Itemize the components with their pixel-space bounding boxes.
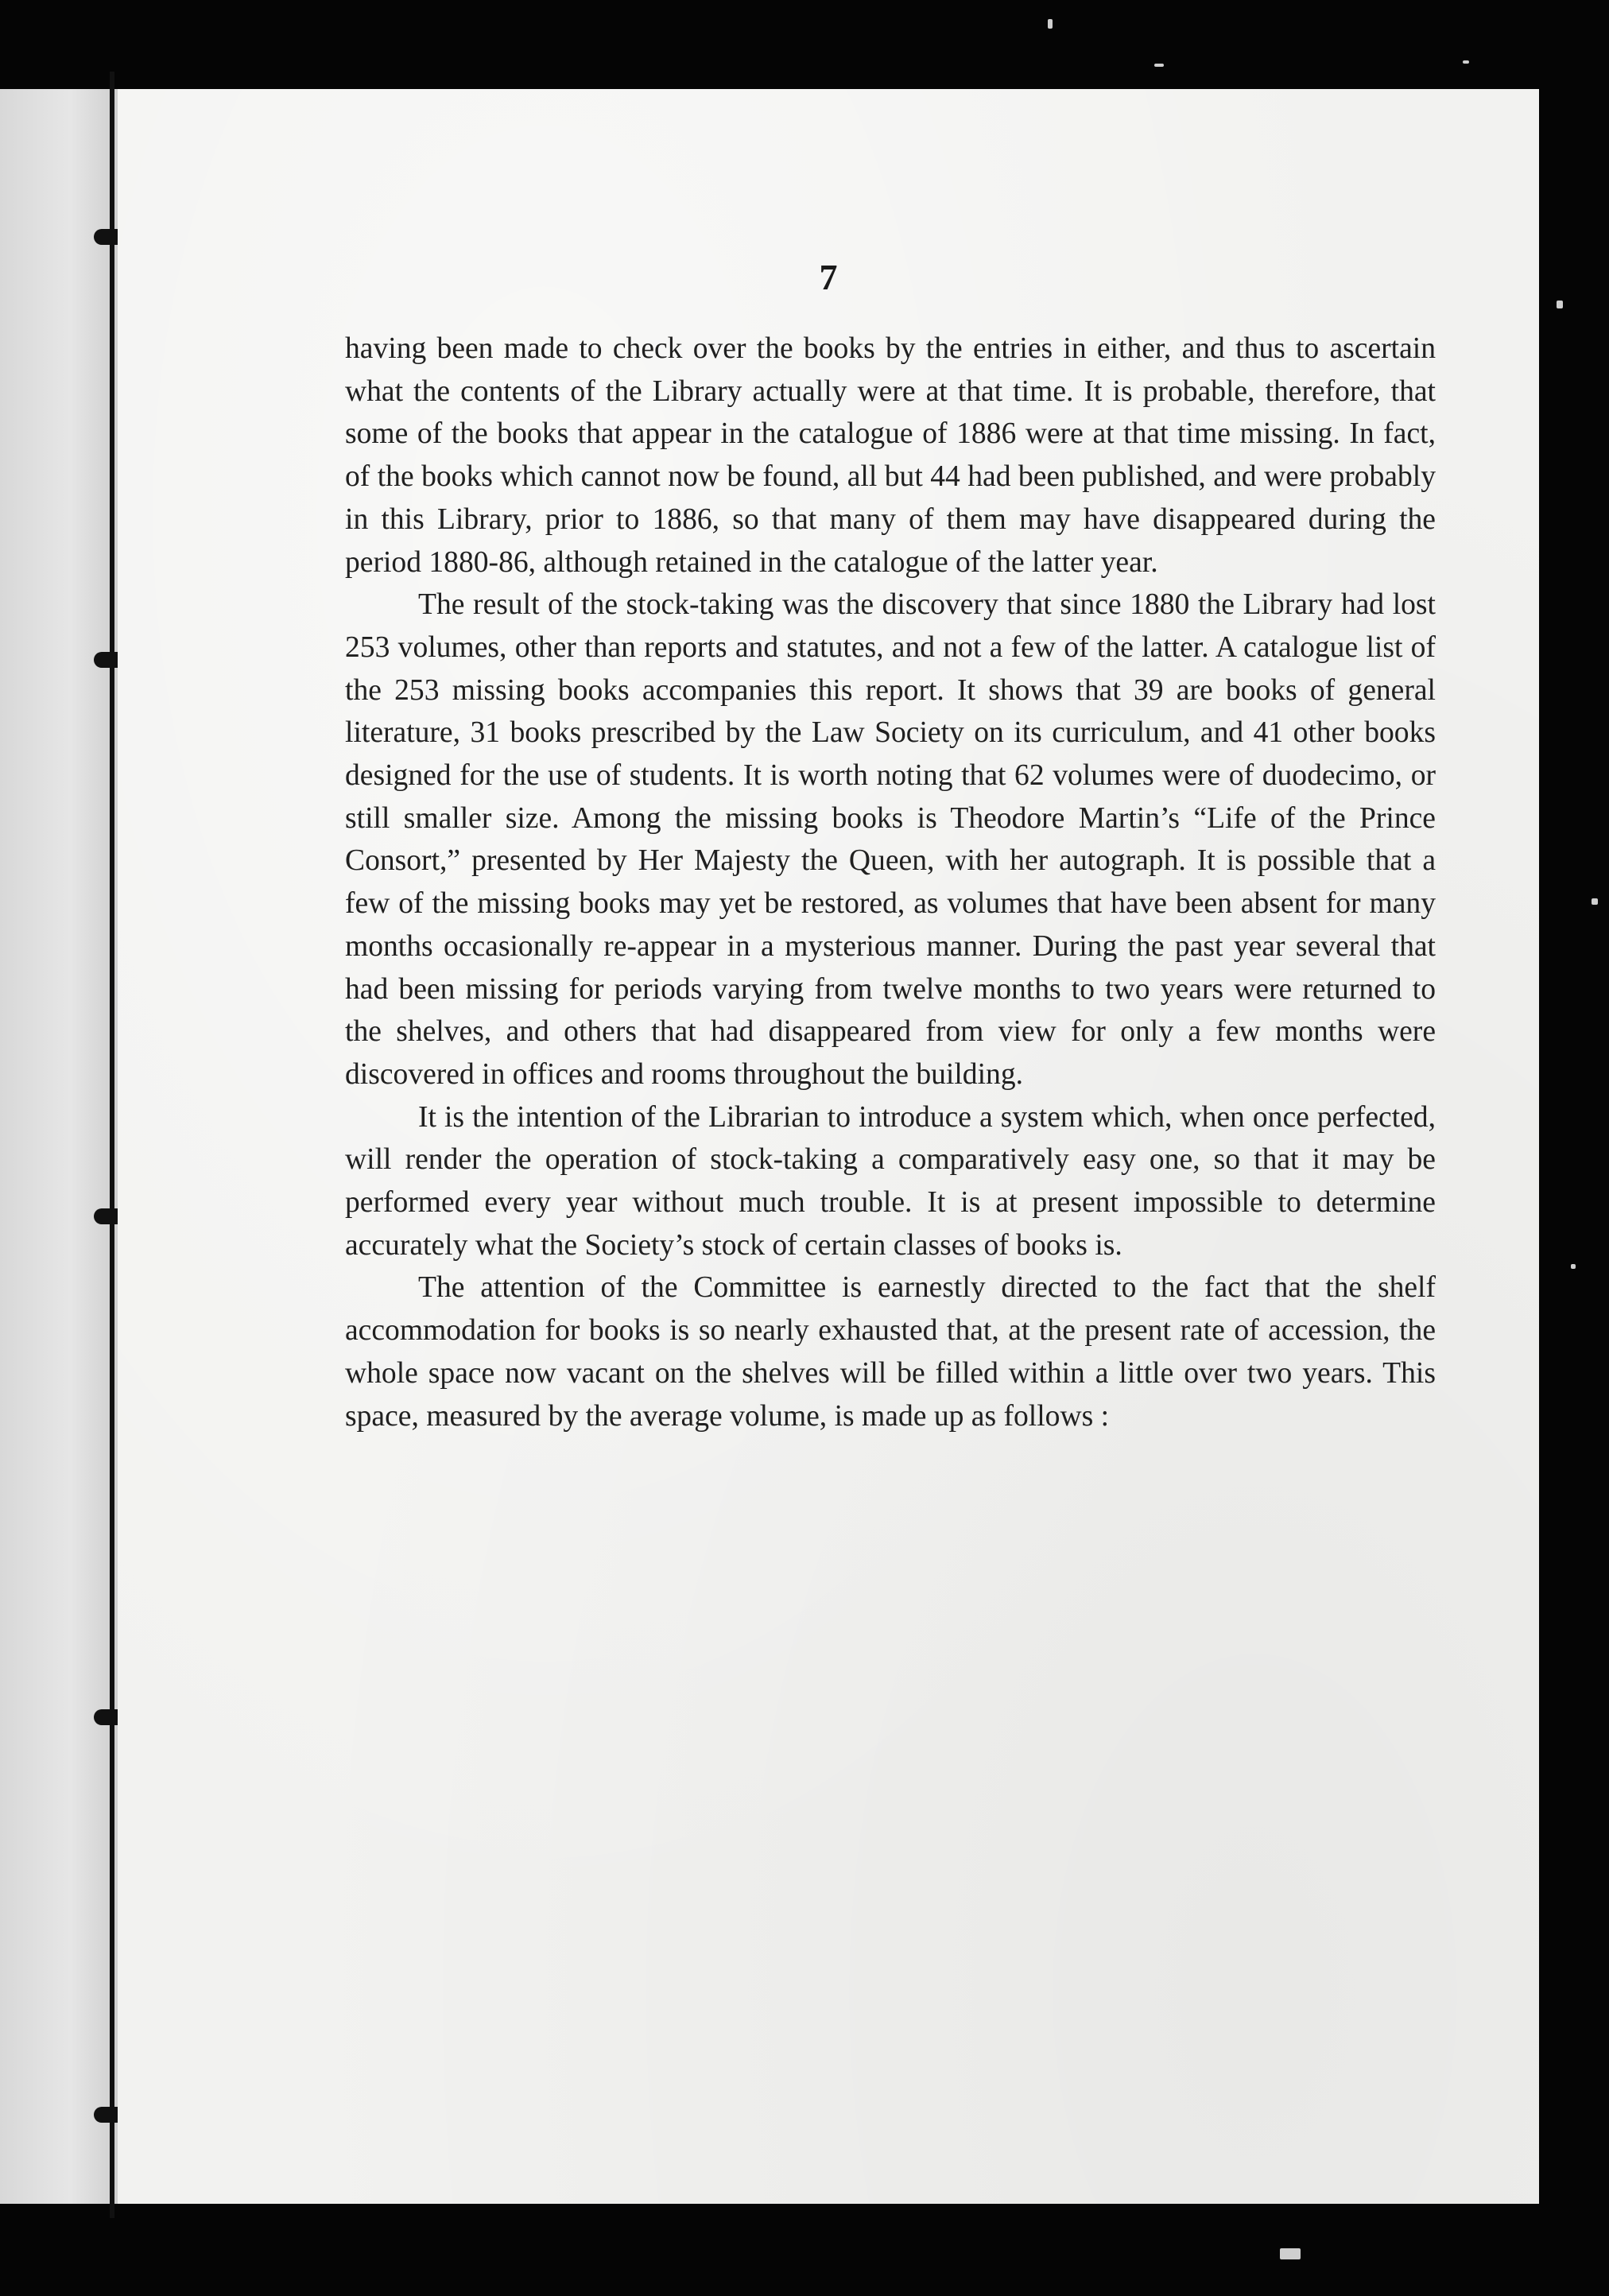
binding-edge	[110, 72, 114, 2218]
paragraph-2: The result of the stock-taking was the discovery that since 1880 the Library had lost 253 volumes, other than reports and statutes, and not a few of the latter. A catalogue list of the 253 missing books accompanies this report. It shows that 39 are books of general literature, 31 books prescribed by the Law Society on its curriculum, and 41 other books designed for the use of students. It is worth noting that 62 volumes were of duodecimo, or still smaller size. Among the missing books is Theodore Martin’s “Life of the Prince Consort,” presented by Her Majesty the Queen, with her autograph. It is possible that a few of the missing books may yet be restored, as volumes that have been absent for many months occasionally re-appear in a mysterious manner. During the past year several that had been missing for periods varying from twelve months to two years were returned to the shelves, and others that had disappeared from view for only a few months were discovered in offices and rooms throughout the building.	[345, 588, 1436, 1091]
body-text	[345, 328, 1436, 1437]
page-number: 7	[819, 257, 838, 297]
film-speck	[1571, 1264, 1576, 1269]
film-speck	[1463, 60, 1469, 64]
film-speck	[1557, 301, 1563, 308]
paragraph-1: having been made to check over the books by the entries in either, and thus to ascertain what the contents of the Library actually were at that time. It is probable, therefore, that some of the books that appear in the catalogue of 1886 were at that time missing. In fact, of the books which cannot now be found, all but 44 had been published, and were probably in this Library, prior to 1886, so that many of them may have disappeared during the period 1880-86, although retained in the catalogue of the latter year.	[345, 332, 1436, 579]
film-speck	[1154, 64, 1164, 67]
film-speck	[1280, 2248, 1301, 2259]
paragraph-4: The attention of the Committee is earnestly directed to the fact that the shelf accommodation for books is so nearly exhausted that, at the present rate of accession, the whole space now vacant on the shelves will be filled within a little over two years. This space, measured by the average volume, is made up as follows :	[345, 1271, 1436, 1433]
binding-margin	[0, 89, 118, 2204]
document-page	[118, 89, 1539, 2204]
film-speck	[1592, 898, 1598, 905]
film-speck	[1048, 19, 1053, 29]
paragraph-3: It is the intention of the Librarian to introduce a system which, when once perfected, will render the operation of stock-taking a comparatively easy one, so that it may be performed every year without much trouble. It is at present impossible to determine accurately what the Society’s stock of certain classes of books is.	[345, 1100, 1436, 1262]
